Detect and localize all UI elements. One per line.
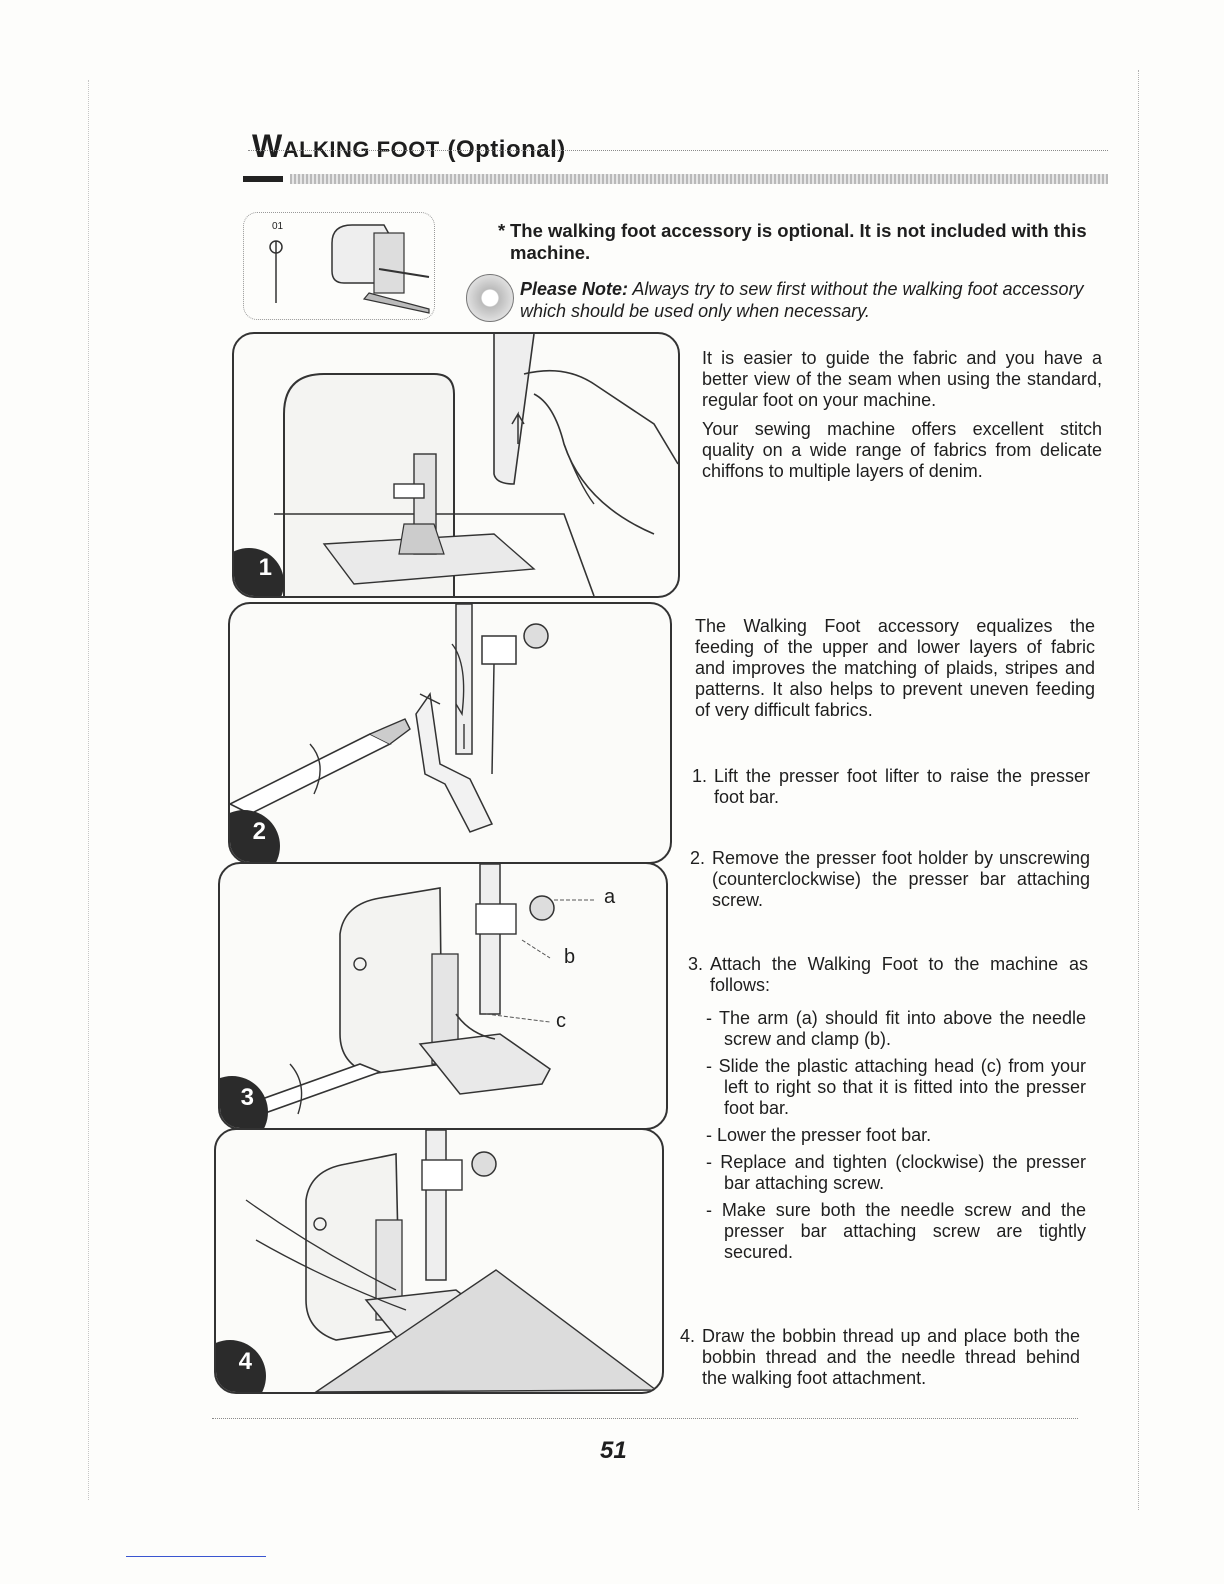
intro-text <box>702 348 1102 490</box>
page-title: WALKING FOOT (Optional) <box>252 128 566 164</box>
attach-foot-illustration <box>220 864 666 1128</box>
step-1: 1. Lift the presser foot lifter to raise the presser foot bar. <box>692 766 1090 807</box>
step-3: 3. Attach the Walking Foot to the machine as follows: <box>688 954 1088 995</box>
draw-thread-illustration <box>216 1130 662 1392</box>
title-bar-ribbon <box>290 174 1108 184</box>
step-4: 4. Draw the bobbin thread up and place both the bobbin thread and the needle thread behind the walking foot attachment. <box>680 1326 1080 1388</box>
step-badge-1: 1 <box>232 548 284 598</box>
note-hand-icon <box>466 274 514 322</box>
substep-lower-bar: - Lower the presser foot bar. <box>706 1125 932 1145</box>
step-2: 2. Remove the presser foot holder by unscrewing (counterclockwise) the presser bar attaching screw. <box>690 848 1090 910</box>
intro-paragraph-2: Your sewing machine offers excellent stitch quality on a wide range of fabrics from delicate chiffons to multiple layers of denim. <box>702 419 1102 481</box>
intro-paragraph-1: It is easier to guide the fabric and you have a better view of the seam when using the standard, regular foot on your machine. <box>702 348 1102 410</box>
substep-tighten-screw: - Replace and tighten (clockwise) the presser bar attaching screw. <box>706 1152 1086 1193</box>
page-right-edge <box>1138 70 1140 1510</box>
remove-holder-illustration <box>230 604 670 862</box>
please-note: Please Note: Always try to sew first without the walking foot accessory which should be used only when necessary. <box>520 279 1084 321</box>
substep-check-screws: - Make sure both the needle screw and the presser bar attaching screw are tightly secured. <box>706 1200 1086 1262</box>
footer-rule <box>212 1418 1078 1419</box>
machine-lift-illustration <box>234 334 678 596</box>
step-badge-2: 2 <box>228 810 280 864</box>
illustration-panel-4 <box>214 1128 664 1394</box>
illustration-panel-3 <box>218 862 668 1130</box>
substep-arm: - The arm (a) should fit into above the needle screw and clamp (b). <box>706 1008 1086 1049</box>
thumbnail-label: 01 <box>272 221 284 232</box>
label-c: c <box>556 1010 566 1032</box>
label-b: b <box>564 946 576 968</box>
walking-foot-thumbnail <box>243 212 435 320</box>
step-badge-3: 3 <box>218 1076 268 1130</box>
page-left-edge <box>88 80 90 1500</box>
label-a: a <box>604 886 616 908</box>
optional-note: * The walking foot accessory is optional. It is not included with this machine. <box>498 220 1087 263</box>
title-rule <box>248 150 1108 151</box>
page-number: 51 <box>600 1437 627 1464</box>
step-3-substeps <box>706 1008 1086 1269</box>
illustration-panel-2 <box>228 602 672 864</box>
illustration-panel-1 <box>232 332 680 598</box>
feature-paragraph: The Walking Foot accessory equalizes the feeding of the upper and lower layers of fabric and improves the matching of plaids, stripes and patterns. It also helps to prevent uneven feeding of very difficult fabrics. <box>695 616 1095 720</box>
substep-slide-head: - Slide the plastic attaching head (c) from your left to right so that it is fitted into the presser foot bar. <box>706 1056 1086 1118</box>
step-badge-4: 4 <box>214 1340 266 1394</box>
feature-text <box>695 616 1095 729</box>
bottom-underline <box>126 1556 266 1557</box>
title-bar-accent <box>243 176 283 182</box>
